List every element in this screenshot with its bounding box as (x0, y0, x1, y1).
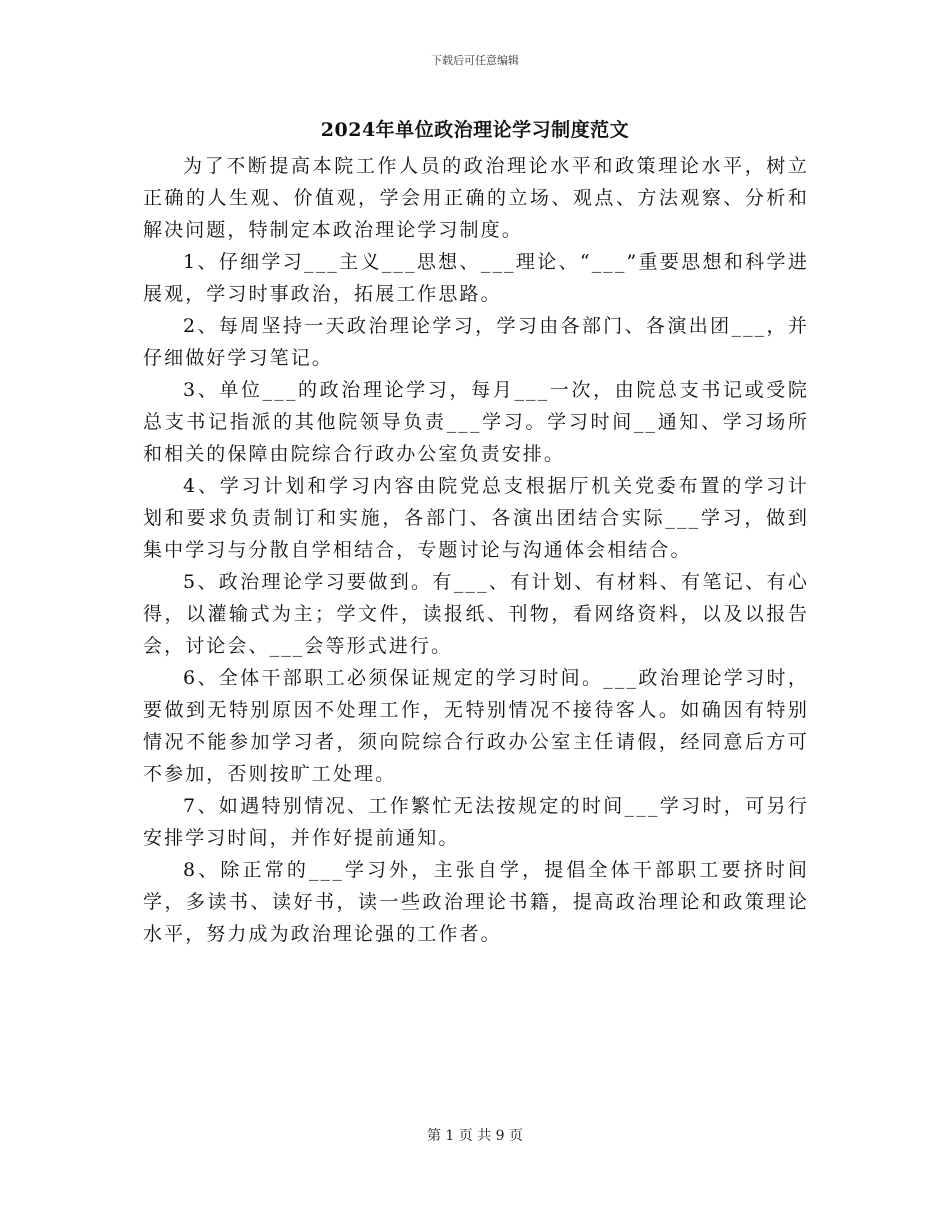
paragraph-item-7: 7、如遇特别情况、工作繁忙无法按规定的时间___学习时，可另行安排学习时间，并作好提前通知。 (143, 795, 809, 849)
paragraph-intro: 为了不断提高本院工作人员的政治理论水平和政策理论水平，树立正确的人生观、价值观，学会用正确的立场、观点、方法观察、分析和解决问题，特制定本政治理论学习制度。 (143, 155, 809, 241)
paragraph-item-2: 2、每周坚持一天政治理论学习，学习由各部门、各演出团___，并仔细做好学习笔记。 (143, 315, 809, 369)
paragraph-item-4: 4、学习计划和学习内容由院党总支根据厅机关党委布置的学习计划和要求负责制订和实施，各部门、各演出团结合实际___学习，做到集中学习与分散自学相结合，专题讨论与沟通体会相结合。 (143, 475, 809, 561)
paragraph-item-6: 6、全体干部职工必须保证规定的学习时间。___政治理论学习时，要做到无特别原因不处理工作，无特别情况不接待客人。如确因有特别情况不能参加学习者，须向院综合行政办公室主任请假，经同意后方可不参加，否则按旷工处理。 (143, 667, 809, 785)
paragraph-item-5: 5、政治理论学习要做到。有___、有计划、有材料、有笔记、有心得，以灌输式为主；学文件，读报纸、刊物，看网络资料，以及以报告会，讨论会、___会等形式进行。 (143, 571, 809, 657)
paragraph-item-3: 3、单位___的政治理论学习，每月___一次，由院总支书记或受院总支书记指派的其他院领导负责___学习。学习时间__通知、学习场所和相关的保障由院综合行政办公室负责安排。 (143, 379, 809, 465)
document-title: 2024年单位政治理论学习制度范文 (320, 119, 630, 141)
paragraph-item-8: 8、除正常的___学习外，主张自学，提倡全体干部职工要挤时间学，多读书、读好书，读一些政治理论书籍，提高政治理论和政策理论水平，努力成为政治理论强的工作者。 (143, 859, 809, 945)
page-number-footer: 第 1 页 共 9 页 (426, 1128, 524, 1144)
document-body (143, 150, 809, 950)
paragraph-item-1: 1、仔细学习___主义___思想、___理论、“___”重要思想和科学进展观，学习时事政治，拓展工作思路。 (143, 251, 809, 305)
header-note: 下载后可任意编辑 (431, 54, 519, 67)
